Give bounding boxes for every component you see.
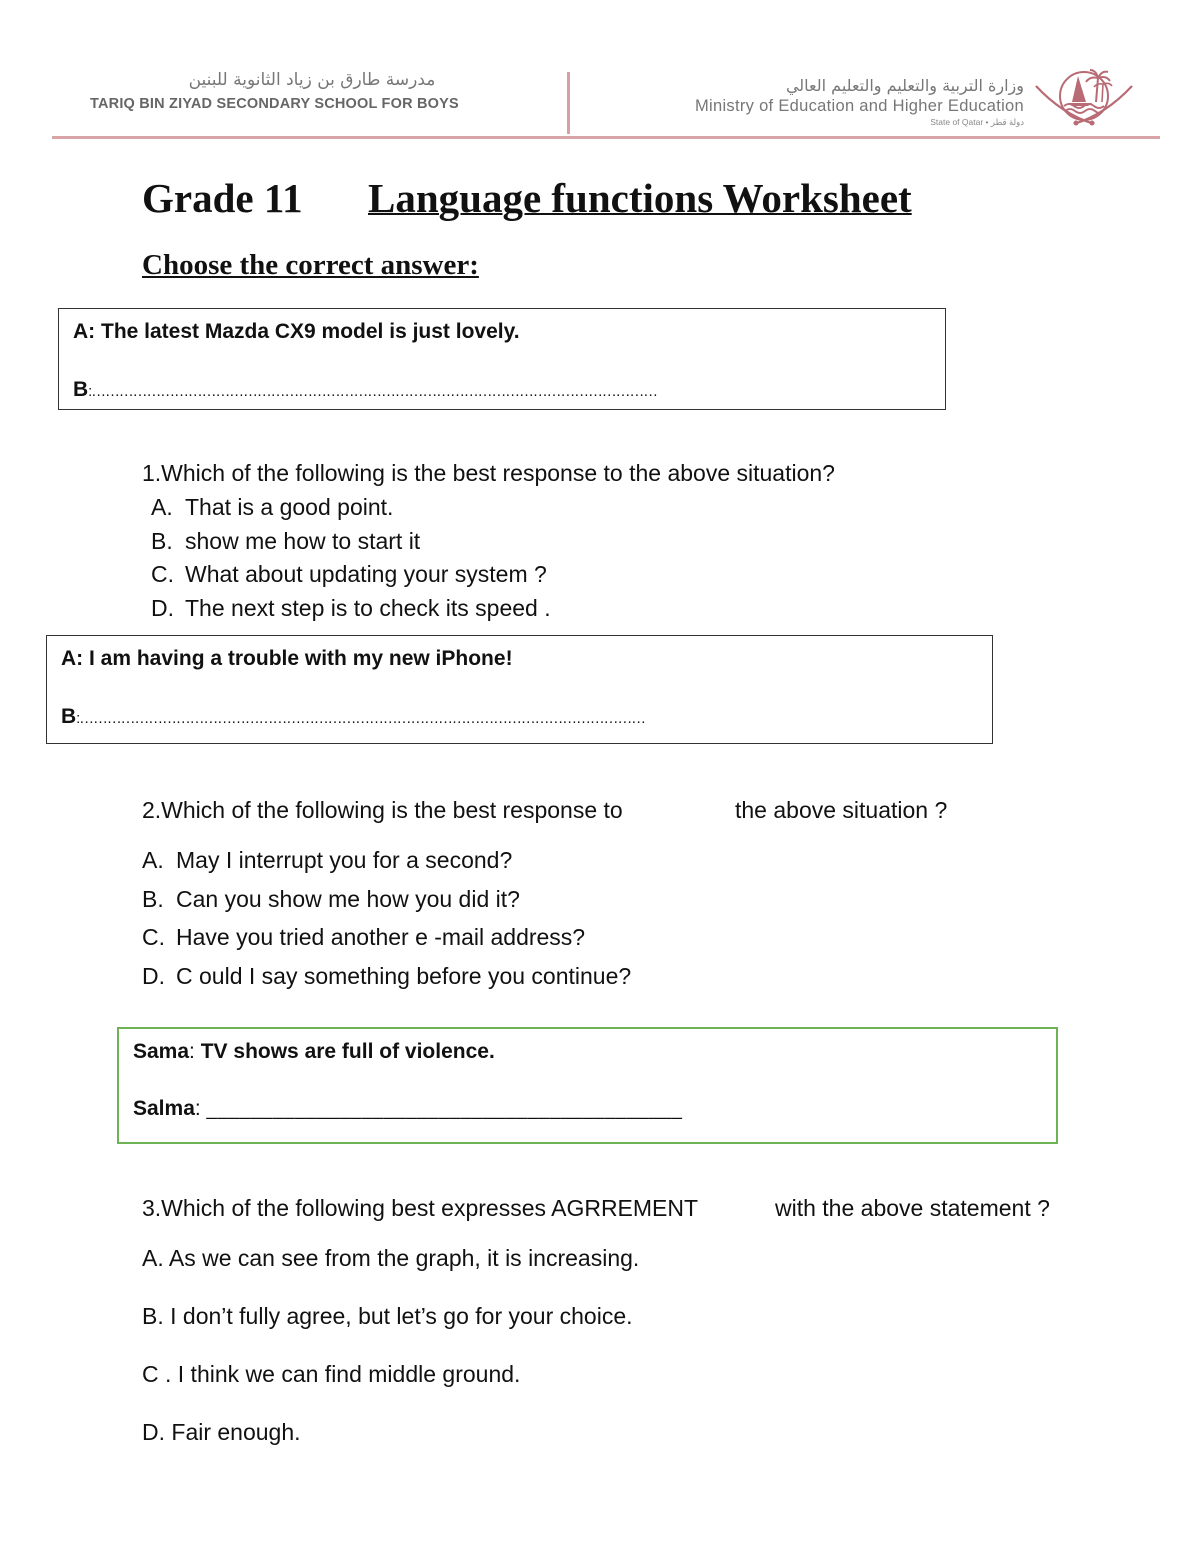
q1-option-c <box>151 561 547 588</box>
dialog-3-text-1: TV shows are full of violence. <box>200 1040 495 1063</box>
dialog-1-b-blank: :…………………………………………………………………………………………………………… <box>88 383 657 400</box>
q3-option-d: D. Fair enough. <box>142 1419 301 1445</box>
question-3-part1: 3.Which of the following best expresses AGRREMENT <box>142 1195 699 1221</box>
qatar-emblem-icon <box>1032 62 1136 130</box>
option-letter: A. <box>151 494 173 520</box>
dialog-2-a-text: : I am having a trouble with my new iPhone! <box>76 647 513 670</box>
school-name-english: TARIQ BIN ZIYAD SECONDARY SCHOOL FOR BOYS <box>90 96 459 112</box>
header-divider-vertical <box>567 72 570 134</box>
option-letter: C. <box>151 561 174 587</box>
question-1: 1.Which of the following is the best response to the above situation? <box>142 460 835 486</box>
q1-option-b <box>151 528 420 555</box>
option-text: show me how to start it <box>185 528 421 554</box>
ministry-name-arabic: وزارة التربية والتعليم والتعليم العالي <box>785 76 1024 95</box>
dialog-1-line-a: A: The latest Mazda CX9 model is just lovely. <box>73 320 520 343</box>
dialog-3-speaker-1: Sama <box>133 1040 190 1063</box>
q2-option-a <box>142 847 512 874</box>
option-text: C ould I say something before you continue? <box>176 963 632 989</box>
dialog-2-b-label: B <box>61 705 77 728</box>
dialog-1-line-b <box>73 378 657 402</box>
q3-option-a: A. As we can see from the graph, it is increasing. <box>142 1245 640 1271</box>
option-letter: B. <box>142 886 164 912</box>
q1-option-a <box>151 494 393 521</box>
worksheet-title: Language functions Worksheet <box>368 175 912 221</box>
header-divider-horizontal <box>52 136 1160 139</box>
option-text: Can you show me how you did it? <box>176 886 520 912</box>
option-text: That is a good point. <box>185 494 394 520</box>
question-2-part1: 2.Which of the following is the best response to <box>142 797 623 823</box>
option-letter: C. <box>142 924 165 950</box>
dialog-1-b-label: B <box>73 378 89 401</box>
option-letter: B. <box>151 528 173 554</box>
option-text: May I interrupt you for a second? <box>176 847 513 873</box>
q2-option-d <box>142 963 631 990</box>
question-3-part2: with the above statement ? <box>775 1195 1050 1221</box>
state-of-qatar-label: State of Qatar • دولة قطر <box>930 117 1024 127</box>
q2-option-b <box>142 886 520 913</box>
q3-option-b: B. I don’t fully agree, but let’s go for your choice. <box>142 1303 633 1329</box>
option-letter: A. <box>142 847 164 873</box>
option-text: What about updating your system ? <box>185 561 547 587</box>
dialog-3-blank: ___________________________________________ <box>206 1099 683 1120</box>
dialog-2-line-b <box>61 705 645 729</box>
q2-option-c <box>142 924 585 951</box>
option-letter: D. <box>151 595 174 621</box>
option-text: The next step is to check its speed . <box>185 595 551 621</box>
dialog-3-line-1: Sama: TV shows are full of violence. <box>133 1040 495 1063</box>
option-text: Have you tried another e -mail address? <box>176 924 586 950</box>
grade-label: Grade 11 <box>142 175 303 221</box>
q1-option-d <box>151 595 551 622</box>
dialog-3-speaker-2: Salma <box>133 1097 195 1120</box>
dialog-3-line-2: Salma: ___________________________________________ <box>133 1097 683 1120</box>
q3-option-c: C . I think we can find middle ground. <box>142 1361 521 1387</box>
dialog-2-line-a <box>61 647 513 671</box>
school-name-arabic: مدرسة طارق بن زياد الثانوية للبنين <box>188 70 436 90</box>
question-2-part2: the above situation ? <box>735 797 948 823</box>
option-letter: D. <box>142 963 165 989</box>
instruction-heading: Choose the correct answer: <box>142 249 479 281</box>
ministry-name-english: Ministry of Education and Higher Education <box>694 97 1024 115</box>
dialog-2-b-blank: :…………………………………………………………………………………………………………… <box>76 710 645 727</box>
dialog-2-a-label: A <box>61 647 77 670</box>
